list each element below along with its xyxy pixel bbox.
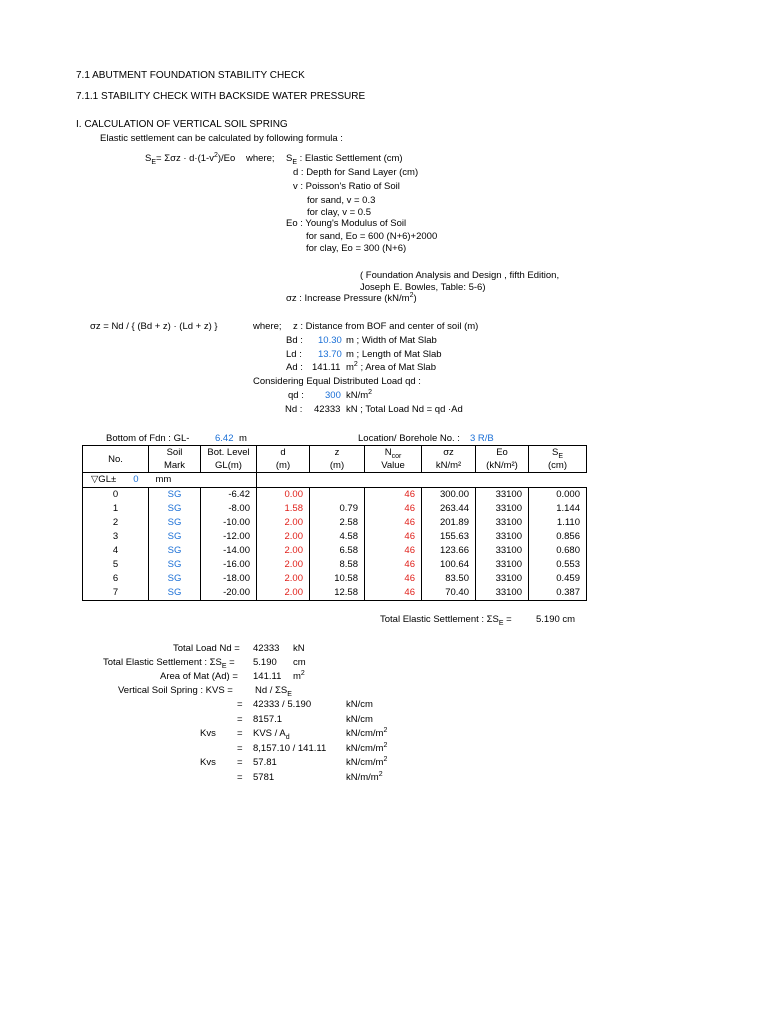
cell-d: 2.00: [257, 516, 310, 530]
cell-mark: SG: [149, 558, 201, 572]
cell-level: -16.00: [201, 558, 257, 572]
reference-line-1: ( Foundation Analysis and Design , fifth Edition,: [360, 270, 560, 281]
header-soil: Soil: [149, 446, 201, 460]
formula2-where-label: where;: [253, 321, 282, 332]
cell-n: 46: [365, 586, 422, 601]
cell-no: 4: [83, 544, 149, 558]
summary-kvs-label: Vertical Soil Spring : KVS =: [118, 685, 233, 696]
bd-text: m ; Width of Mat Slab: [346, 335, 437, 346]
gl-blank: [257, 473, 587, 488]
summary-area-value: 141.11: [253, 671, 282, 682]
summary-line-expr: 57.81: [253, 757, 277, 768]
section-heading-7-1: 7.1 ABUTMENT FOUNDATION STABILITY CHECK: [76, 70, 305, 81]
ld-label: Ld :: [286, 349, 302, 360]
cell-mark: SG: [149, 488, 201, 503]
table-row: [83, 530, 587, 544]
cell-se: 0.680: [529, 544, 587, 558]
settlement-formula: $S_E= \Sigma\sigma z \cdot d\cdot(1-v^2)/Eo$: [145, 151, 236, 166]
summary-line-expr: 8157.1: [253, 714, 283, 725]
cell-se: 0.387: [529, 586, 587, 601]
cell-z: 4.58: [310, 530, 365, 544]
table-header-row-2: [83, 459, 587, 473]
cell-level: -18.00: [201, 572, 257, 586]
cell-z: 12.58: [310, 586, 365, 601]
gl-value: 0: [133, 474, 139, 485]
cell-mark: SG: [149, 530, 201, 544]
header-gl-m: GL(m): [201, 459, 257, 473]
summary-line-unit: $kN/m/m^2$: [346, 770, 383, 783]
table-row: [83, 572, 587, 586]
summary-line-expr: 42333 / 5.190: [253, 699, 312, 710]
cell-no: 0: [83, 488, 149, 503]
cell-z: 0.79: [310, 502, 365, 516]
qd-value: 300: [325, 390, 341, 401]
table-row: [83, 544, 587, 558]
cell-level: -8.00: [201, 502, 257, 516]
ld-value: 13.70: [318, 349, 342, 360]
cell-eo: 33100: [476, 558, 529, 572]
se-definition: $S_E$ : Elastic Settlement (cm): [286, 153, 403, 166]
cell-n: 46: [365, 516, 422, 530]
intro-text: Elastic settlement can be calculated by following formula :: [100, 133, 343, 144]
nd-label: Nd :: [285, 404, 303, 415]
cell-level: -20.00: [201, 586, 257, 601]
gl-row: [83, 473, 587, 488]
header-eo-unit: (kN/m²): [476, 459, 529, 473]
cell-n: 46: [365, 572, 422, 586]
cell-d: 2.00: [257, 572, 310, 586]
cell-sz: 201.89: [422, 516, 476, 530]
cell-d: 2.00: [257, 530, 310, 544]
v-sand-value: for sand, v = 0.3: [307, 195, 376, 206]
header-sigma-unit: kN/m²: [422, 459, 476, 473]
cell-se: 0.459: [529, 572, 587, 586]
summary-line-eq: =: [237, 728, 243, 739]
table-total-value: 5.190 cm: [536, 614, 576, 625]
cell-sz: 155.63: [422, 530, 476, 544]
summary-line-expr: KVS / $A_d$: [253, 728, 290, 741]
cell-mark: SG: [149, 572, 201, 586]
summary-line-expr: 5781: [253, 772, 275, 783]
cell-d: 1.58: [257, 502, 310, 516]
cell-eo: 33100: [476, 544, 529, 558]
header-mark: Mark: [149, 459, 201, 473]
cell-no: 6: [83, 572, 149, 586]
cell-z: 8.58: [310, 558, 365, 572]
header-z-unit: (m): [310, 459, 365, 473]
location-label: Location/ Borehole No. :: [358, 433, 460, 444]
nd-value: 42333: [314, 404, 341, 415]
summary-line-eq: =: [237, 699, 243, 710]
cell-mark: SG: [149, 516, 201, 530]
summary-line-eq: =: [237, 772, 243, 783]
eo-clay-value: for clay, Eo = 300 (N+6): [306, 243, 407, 254]
gl-label: ▽GL±: [91, 474, 117, 485]
ld-text: m ; Length of Mat Slab: [346, 349, 442, 360]
cell-n: 46: [365, 488, 422, 503]
d-definition: d : Depth for Sand Layer (cm): [293, 167, 419, 178]
cell-eo: 33100: [476, 572, 529, 586]
summary-tes-value: 5.190: [253, 657, 277, 668]
summary-line-unit: $kN/cm/m^2$: [346, 741, 388, 754]
cell-n: 46: [365, 544, 422, 558]
cell-eo: 33100: [476, 586, 529, 601]
summary-total-load-unit: kN: [293, 643, 305, 654]
bottom-of-fdn-label: Bottom of Fdn : GL-: [106, 433, 190, 444]
header-d: d: [257, 446, 310, 460]
cell-d: 0.00: [257, 488, 310, 503]
cell-se: 1.110: [529, 516, 587, 530]
cell-se: 0.553: [529, 558, 587, 572]
summary-total-load-label: Total Load Nd =: [173, 643, 240, 654]
summary-line-unit: $kN/cm/m^2$: [346, 726, 388, 739]
cell-mark: SG: [149, 544, 201, 558]
cell-sz: 83.50: [422, 572, 476, 586]
summary-line-unit: kN/cm: [346, 699, 373, 710]
cell-mark: SG: [149, 586, 201, 601]
cell-mark: SG: [149, 502, 201, 516]
cell-sz: 300.00: [422, 488, 476, 503]
cell-level: -10.00: [201, 516, 257, 530]
cell-se: 0.856: [529, 530, 587, 544]
cell-no: 1: [83, 502, 149, 516]
summary-line-lead: Kvs: [200, 757, 216, 768]
cell-no: 2: [83, 516, 149, 530]
cell-eo: 33100: [476, 516, 529, 530]
cell-se: 1.144: [529, 502, 587, 516]
bd-label: Bd :: [286, 335, 303, 346]
cell-d: 2.00: [257, 544, 310, 558]
eo-definition: Eo : Young's Modulus of Soil: [286, 218, 407, 229]
location-value: 3 R/B: [470, 433, 494, 444]
gl-unit: mm: [155, 474, 172, 485]
cell-no: 7: [83, 586, 149, 601]
table-header-row-1: [83, 446, 587, 460]
cell-n: 46: [365, 558, 422, 572]
table-row: [83, 502, 587, 516]
v-definition: v : Poisson's Ratio of Soil: [293, 181, 400, 192]
summary-tes-unit: cm: [293, 657, 306, 668]
v-clay-value: for clay, v = 0.5: [307, 207, 371, 218]
bd-value: 10.30: [318, 335, 342, 346]
soil-settlement-table: [82, 445, 587, 601]
table-total-label: Total Elastic Settlement : $\Sigma S_E$ =: [380, 614, 512, 627]
cell-z: [310, 488, 365, 503]
nd-text: kN ; Total Load Nd = qd ·Ad: [346, 404, 463, 415]
formula-where-label: where;: [246, 153, 275, 164]
summary-area-unit: $m^2$: [293, 669, 305, 682]
summary-line-unit: kN/cm: [346, 714, 373, 725]
qd-label: qd :: [288, 390, 304, 401]
table-row: [83, 586, 587, 601]
summary-area-label: Area of Mat (Ad) =: [160, 671, 238, 682]
header-no: No.: [83, 446, 149, 473]
cell-no: 3: [83, 530, 149, 544]
sigma-z-definition: σz : Increase Pressure $(kN/m^2)$: [286, 291, 417, 304]
cell-level: -6.42: [201, 488, 257, 503]
ad-label: Ad :: [286, 362, 303, 373]
cell-z: 6.58: [310, 544, 365, 558]
gl-cell: [83, 473, 257, 488]
cell-level: -14.00: [201, 544, 257, 558]
cell-z: 10.58: [310, 572, 365, 586]
cell-level: -12.00: [201, 530, 257, 544]
summary-line-lead: Kvs: [200, 728, 216, 739]
cell-sz: 100.64: [422, 558, 476, 572]
summary-kvs-expr: Nd / $\Sigma S_E$: [255, 685, 292, 698]
bottom-of-fdn-value: 6.42: [215, 433, 234, 444]
summary-line-eq: =: [237, 757, 243, 768]
ad-text: $m^2$ ; Area of Mat Slab: [346, 360, 436, 373]
table-row: [83, 558, 587, 572]
eo-sand-value: for sand, Eo = 600 (N+6)+2000: [306, 231, 438, 242]
ad-value: 141.11: [312, 362, 341, 373]
header-z: z: [310, 446, 365, 460]
summary-line-eq: =: [237, 714, 243, 725]
section-heading-7-1-1: 7.1.1 STABILITY CHECK WITH BACKSIDE WATER PRESSURE: [76, 91, 366, 102]
header-se-unit: (cm): [529, 459, 587, 473]
table-row: [83, 488, 587, 503]
header-eo: Eo: [476, 446, 529, 460]
bottom-of-fdn-unit: m: [239, 433, 247, 444]
reference-line-2: Joseph E. Bowles, Table: 5-6): [360, 282, 486, 293]
header-d-unit: (m): [257, 459, 310, 473]
section-heading-soil-spring: I. CALCULATION OF VERTICAL SOIL SPRING: [76, 119, 288, 130]
header-ncor: $N_{cor}$: [365, 446, 422, 460]
header-sigma-z: σz: [422, 446, 476, 460]
cell-z: 2.58: [310, 516, 365, 530]
cell-eo: 33100: [476, 530, 529, 544]
table-row: [83, 516, 587, 530]
summary-tes-label: Total Elastic Settlement : $\Sigma S_E$ =: [103, 657, 235, 670]
cell-sz: 263.44: [422, 502, 476, 516]
cell-d: 2.00: [257, 558, 310, 572]
summary-total-load-value: 42333: [253, 643, 280, 654]
cell-d: 2.00: [257, 586, 310, 601]
cell-n: 46: [365, 502, 422, 516]
cell-sz: 123.66: [422, 544, 476, 558]
cell-n: 46: [365, 530, 422, 544]
header-value: Value: [365, 459, 422, 473]
cell-sz: 70.40: [422, 586, 476, 601]
qd-unit: $kN/m^2$: [346, 388, 373, 401]
cell-se: 0.000: [529, 488, 587, 503]
summary-line-unit: $kN/cm/m^2$: [346, 755, 388, 768]
z-definition: z : Distance from BOF and center of soil (m): [293, 321, 479, 332]
cell-eo: 33100: [476, 488, 529, 503]
header-se: $S_E$: [529, 446, 587, 460]
header-bot-level: Bot. Level: [201, 446, 257, 460]
cell-no: 5: [83, 558, 149, 572]
considering-text: Considering Equal Distributed Load qd :: [253, 376, 421, 387]
cell-eo: 33100: [476, 502, 529, 516]
summary-line-expr: 8,157.10 / 141.11: [253, 743, 327, 754]
sigma-z-formula: σz = Nd / { (Bd + z) · (Ld + z) }: [90, 321, 218, 332]
summary-line-eq: =: [237, 743, 243, 754]
